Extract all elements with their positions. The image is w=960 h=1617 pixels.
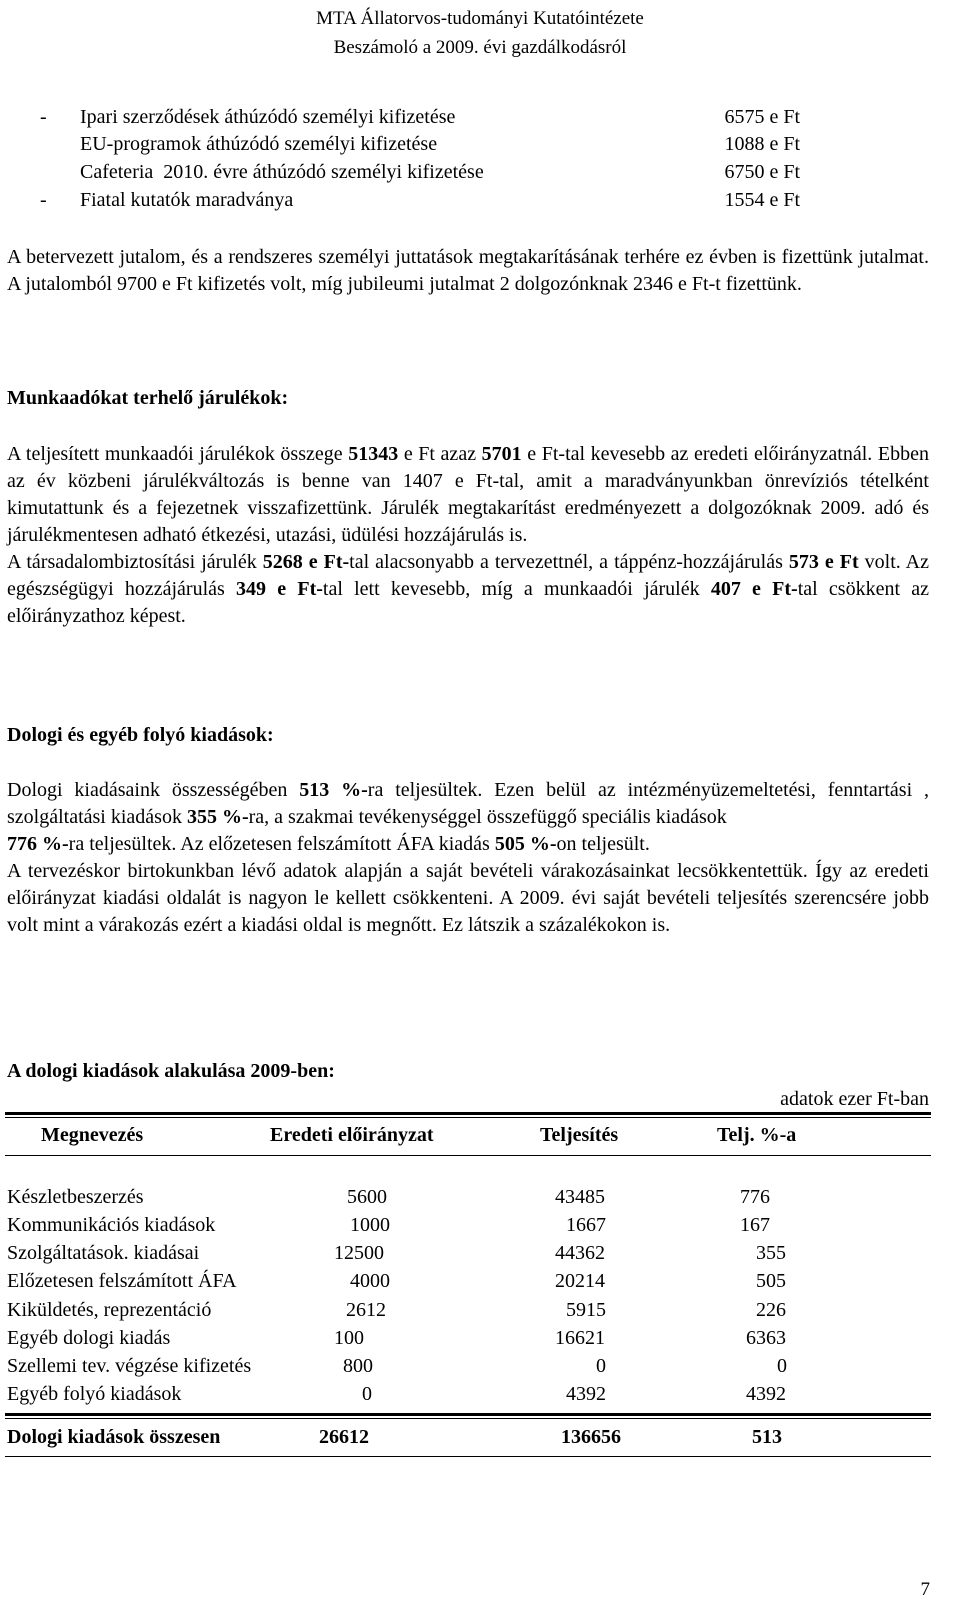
cell-name: Készletbeszerzés xyxy=(7,1186,144,1208)
text-value: 5701 xyxy=(481,443,522,465)
header-bottom-rule xyxy=(5,1155,931,1156)
text-value: 776 %- xyxy=(7,833,69,855)
cell-original: 1000 xyxy=(350,1214,390,1236)
text-run: ra teljesültek. Ezen belül az intézményüzemeltetési, fenntartási , szolgáltatási kiadások xyxy=(7,779,930,828)
list-item xyxy=(40,104,800,131)
table-title: A dologi kiadások alakulása 2009-ben: xyxy=(7,1060,335,1082)
list-item-amount: 1554 e Ft xyxy=(724,189,800,211)
institute-name: MTA Állatorvos-tudományi Kutatóintézete xyxy=(316,8,644,29)
table-row xyxy=(0,1184,960,1212)
table-row xyxy=(0,1381,960,1409)
unit-note: adatok ezer Ft-ban xyxy=(780,1088,929,1110)
list-dash: - xyxy=(40,106,47,128)
cell-percent: 355 xyxy=(756,1242,786,1264)
cell-percent: 776 xyxy=(740,1186,770,1208)
text-value: 349 e Ft- xyxy=(236,578,323,600)
text-value: 573 e Ft xyxy=(788,551,859,573)
cell-percent: 0 xyxy=(777,1355,787,1377)
cell-percent: 505 xyxy=(756,1270,786,1292)
table-row xyxy=(0,1297,960,1325)
report-title: Beszámoló a 2009. évi gazdálkodásról xyxy=(333,37,627,58)
bonus-paragraph xyxy=(7,244,929,298)
column-header-actual: Teljesítés xyxy=(540,1124,619,1146)
total-top-rule-thin xyxy=(5,1418,931,1419)
material-text-2 xyxy=(7,831,929,858)
list-item xyxy=(40,187,800,214)
material-text-3: A tervezéskor birtokunkban lévő adatok alapján a saját bevételi várakozásainkat lecsökkentettük. Így az eredeti előirányzat kiadási oldalát is nagyon le kellett csökkenteni. A 2009. évi saját bevételi teljesítés szerencsére jobb volt mint a várakozás ezért a kiadási oldal is megnőtt. Ez látszik a százalékokon is. xyxy=(7,860,929,936)
text-run: tal lett kevesebb, míg a munkaadói járulék xyxy=(322,578,711,600)
table-top-rule-thin xyxy=(5,1117,931,1118)
list-item-label: EU-programok áthúzódó személyi kifizetése xyxy=(80,133,438,155)
contributions-text-2 xyxy=(7,549,929,630)
list-item-label: Fiatal kutatók maradványa xyxy=(80,189,294,211)
list-item xyxy=(40,159,800,186)
text-run: ra, a szakmai tevékenységgel összefüggő speciális kiadások xyxy=(248,806,727,828)
list-item-amount: 1088 e Ft xyxy=(724,133,800,155)
cell-actual: 4392 xyxy=(566,1383,606,1405)
text-value: 407 e Ft- xyxy=(710,578,798,600)
text-value: 513 %- xyxy=(299,779,368,801)
cell-actual: 1667 xyxy=(566,1214,606,1236)
cell-actual: 5915 xyxy=(566,1299,606,1321)
table-row xyxy=(0,1325,960,1353)
list-item-label: Cafeteria 2010. évre áthúzódó személyi kifizetése xyxy=(80,161,484,183)
total-top-rule xyxy=(5,1413,931,1416)
table-row xyxy=(0,1240,960,1268)
text-run: tal alacsonyabb a tervezettnél, a táppénz-hozzájárulás xyxy=(349,551,789,573)
page-number: 7 xyxy=(920,1579,930,1600)
cell-actual: 20214 xyxy=(555,1270,605,1292)
cell-percent: 167 xyxy=(740,1214,770,1236)
table-row xyxy=(0,1353,960,1381)
text-run: ra teljesültek. Az előzetesen felszámított ÁFA kiadás xyxy=(68,833,495,855)
text-value: 505 %- xyxy=(494,833,557,855)
text-value: 5268 e Ft- xyxy=(262,551,350,573)
list-item-amount: 6575 e Ft xyxy=(724,106,800,128)
material-heading: Dologi és egyéb folyó kiadások: xyxy=(7,724,274,746)
cell-original: 12500 xyxy=(334,1242,384,1264)
cell-percent: 4392 xyxy=(746,1383,786,1405)
cell-original: 4000 xyxy=(350,1270,390,1292)
cell-actual: 0 xyxy=(596,1355,606,1377)
total-bottom-rule xyxy=(5,1456,931,1457)
contributions-paragraph xyxy=(7,441,929,630)
table-row xyxy=(0,1212,960,1240)
table-row xyxy=(0,1268,960,1296)
list-dash: - xyxy=(40,189,47,211)
total-percent: 513 xyxy=(752,1426,782,1448)
text-run: e Ft azaz xyxy=(398,443,482,465)
material-paragraph xyxy=(7,777,929,939)
total-original: 26612 xyxy=(319,1426,369,1448)
text-value: 355 %- xyxy=(186,806,249,828)
text-run: A teljesített munkaadói járulékok összege xyxy=(7,443,349,465)
table-top-rule xyxy=(5,1112,931,1115)
page-header xyxy=(0,4,960,62)
column-header-name: Megnevezés xyxy=(41,1124,144,1146)
text-run: Dologi kiadásaink összességében xyxy=(7,779,300,801)
text-run: e Ft-tal kevesebb az eredeti előirányzatnál. Ebben az év közbeni járulékváltozás is benne van 1407 e Ft-tal, amit a maradványunkban önrevíziós tételként kimutattunk és a fejezetnek visszafizettünk. Járulék megtakarítást eredményezett a dolgozóknak 2009. adó és járulékmentesen adható étkezési, utazási, üdülési hozzájárulás is. xyxy=(7,443,929,546)
text-value: 51343 xyxy=(348,443,399,465)
cell-percent: 6363 xyxy=(746,1327,786,1349)
cell-name: Egyéb dologi kiadás xyxy=(7,1327,171,1349)
cell-name: Kommunikációs kiadások xyxy=(7,1214,216,1236)
cell-name: Előzetesen felszámított ÁFA xyxy=(7,1270,237,1292)
cell-original: 5600 xyxy=(347,1186,387,1208)
text-run: tal csökkent az előirányzathoz képest. xyxy=(7,578,929,627)
text-run: volt. Az egészségügyi hozzájárulás xyxy=(7,551,929,600)
list-item xyxy=(40,131,800,158)
text-run: on teljesült. xyxy=(556,833,650,855)
cell-name: Egyéb folyó kiadások xyxy=(7,1383,182,1405)
cell-original: 800 xyxy=(343,1355,373,1377)
column-header-percent: Telj. %-a xyxy=(717,1124,797,1146)
cell-original: 2612 xyxy=(346,1299,386,1321)
cell-name: Kiküldetés, reprezentáció xyxy=(7,1299,212,1321)
contributions-heading: Munkaadókat terhelő járulékok: xyxy=(7,387,289,409)
cell-original: 100 xyxy=(334,1327,364,1349)
cell-percent: 226 xyxy=(756,1299,786,1321)
cell-actual: 16621 xyxy=(555,1327,605,1349)
list-item-label: Ipari szerződések áthúzódó személyi kifizetése xyxy=(80,106,456,128)
cell-original: 0 xyxy=(362,1383,372,1405)
cell-actual: 43485 xyxy=(555,1186,605,1208)
material-text-1 xyxy=(7,777,929,831)
table-total-row xyxy=(0,1424,960,1452)
text-run: A társadalombiztosítási járulék xyxy=(7,551,263,573)
cell-name: Szolgáltatások. kiadásai xyxy=(7,1242,200,1264)
contributions-text-1 xyxy=(7,441,929,549)
bonus-text: A betervezett jutalom, és a rendszeres személyi juttatások megtakarításának terhére ez évben is fizettünk jutalmat. A jutalomból 9700 e Ft kifizetés volt, míg jubileumi jutalmat 2 dolgozónknak 2346 e Ft-t fizettünk. xyxy=(7,246,929,295)
list-item-amount: 6750 e Ft xyxy=(724,161,800,183)
total-actual: 136656 xyxy=(561,1426,621,1448)
cell-name: Szellemi tev. végzése kifizetés xyxy=(7,1355,252,1377)
column-header-original: Eredeti előirányzat xyxy=(270,1124,434,1146)
cell-actual: 44362 xyxy=(555,1242,605,1264)
total-name: Dologi kiadások összesen xyxy=(7,1426,221,1448)
